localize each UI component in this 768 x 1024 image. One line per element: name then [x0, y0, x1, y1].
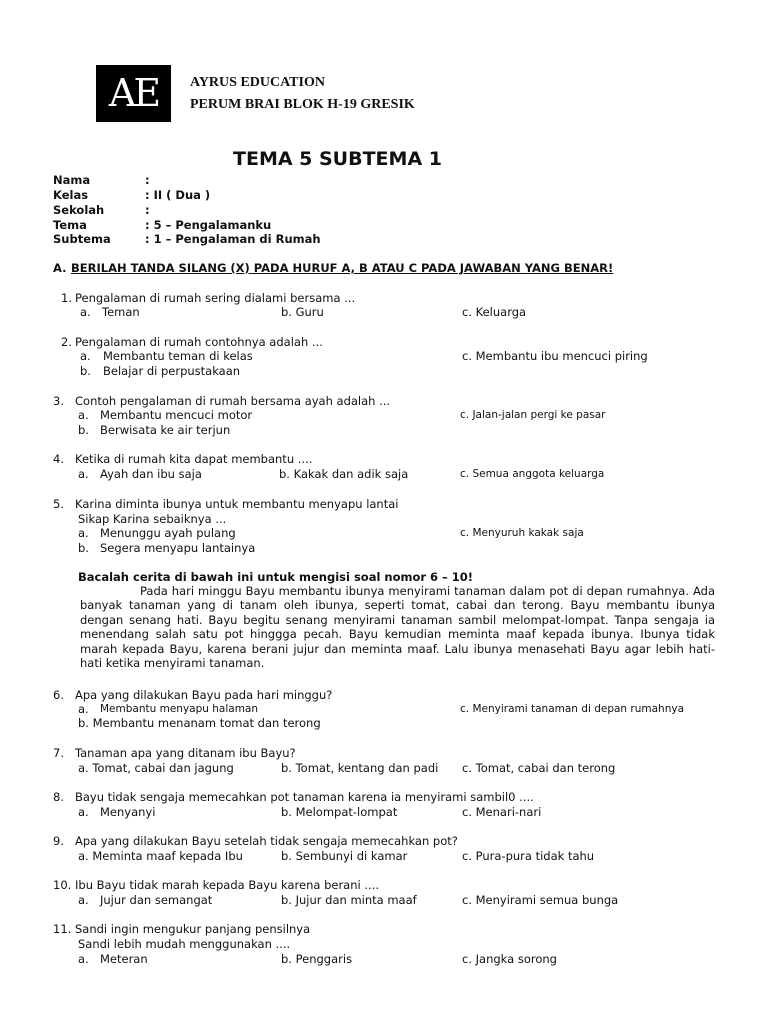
q3-option-b: Berwisata ke air terjun	[100, 423, 231, 437]
q3-option-a: Membantu mencuci motor	[100, 408, 253, 422]
q9-option-a: a. Meminta maaf kepada Ibu	[78, 849, 243, 863]
q4-number: 4.	[53, 452, 64, 466]
identity-value-kelas: : II ( Dua )	[145, 188, 211, 202]
q7-number: 7.	[53, 746, 64, 760]
q6-text: Apa yang dilakukan Bayu pada hari minggu?	[75, 688, 333, 702]
q11-number: 11.	[53, 922, 72, 936]
q5-option-b: Segera menyapu lantainya	[100, 541, 256, 555]
q9-option-c: c. Pura-pura tidak tahu	[462, 849, 595, 863]
q11-text: Sandi ingin mengukur panjang pensilnya	[75, 922, 311, 936]
q2-option-a-marker: a.	[80, 349, 91, 363]
q7-option-b: b. Tomat, kentang dan padi	[281, 761, 439, 775]
q5-text: Karina diminta ibunya untuk membantu menyapu lantai	[75, 497, 399, 511]
q11-text-2: Sandi lebih mudah menggunakan ....	[78, 937, 291, 951]
q2-option-a: Membantu teman di kelas	[103, 349, 253, 363]
q9-text: Apa yang dilakukan Bayu setelah tidak sengaja memecahkan pot?	[75, 834, 458, 848]
q1-text: Pengalaman di rumah sering dialami bersama ...	[75, 291, 356, 305]
q1-number: 1.	[61, 291, 72, 305]
identity-label-nama: Nama	[53, 173, 91, 187]
q11-option-a-marker: a.	[78, 952, 89, 966]
q10-number: 10.	[53, 878, 72, 892]
q9-number: 9.	[53, 834, 64, 848]
q5-text-2: Sikap Karina sebaiknya ...	[78, 512, 227, 526]
q5-number: 5.	[53, 497, 64, 511]
reading-instruction: Bacalah cerita di bawah ini untuk mengisi soal nomor 6 – 10!	[78, 570, 474, 584]
q6-option-b: b. Membantu menanam tomat dan terong	[78, 716, 321, 730]
identity-value-nama: :	[145, 173, 150, 187]
page-title: TEMA 5 SUBTEMA 1	[233, 148, 442, 170]
identity-label-kelas: Kelas	[53, 188, 89, 202]
q10-text: Ibu Bayu tidak marah kepada Bayu karena berani ....	[75, 878, 379, 892]
q2-option-b-marker: b.	[80, 364, 91, 378]
q6-number: 6.	[53, 688, 64, 702]
q6-option-a-marker: a.	[78, 702, 89, 716]
q7-text: Tanaman apa yang ditanam ibu Bayu?	[75, 746, 296, 760]
q2-option-c: c. Membantu ibu mencuci piring	[462, 349, 648, 363]
q3-option-a-marker: a.	[78, 408, 89, 422]
q4-option-c: c. Semua anggota keluarga	[460, 468, 605, 480]
q4-text: Ketika di rumah kita dapat membantu ....	[75, 452, 313, 466]
q10-option-a: Jujur dan semangat	[100, 893, 213, 907]
q3-option-c: c. Jalan-jalan pergi ke pasar	[460, 409, 606, 421]
q11-option-c: c. Jangka sorong	[462, 952, 557, 966]
q8-option-a-marker: a.	[78, 805, 89, 819]
identity-value-subtema: : 1 – Pengalaman di Rumah	[145, 232, 321, 246]
q2-number: 2.	[61, 335, 72, 349]
q8-text: Bayu tidak sengaja memecahkan pot tanaman karena ia menyirami sambil0 ....	[75, 790, 534, 804]
q8-number: 8.	[53, 790, 64, 804]
q1-option-a: Teman	[102, 305, 140, 319]
section-marker: A.	[53, 261, 67, 275]
q4-option-a-marker: a.	[78, 467, 89, 481]
q2-text: Pengalaman di rumah contohnya adalah ...	[75, 335, 323, 349]
q6-option-c: c. Menyirami tanaman di depan rumahnya	[460, 703, 685, 715]
q3-number: 3.	[53, 394, 64, 408]
q7-option-a: a. Tomat, cabai dan jagung	[78, 761, 234, 775]
q8-option-b: b. Melompat-lompat	[281, 805, 398, 819]
q4-option-a: Ayah dan ibu saja	[100, 467, 202, 481]
q5-option-a-marker: a.	[78, 526, 89, 540]
q3-option-b-marker: b.	[78, 423, 89, 437]
q10-option-c: c. Menyirami semua bunga	[462, 893, 619, 907]
q5-option-c: c. Menyuruh kakak saja	[460, 527, 584, 539]
q11-option-a: Meteran	[100, 952, 148, 966]
q4-option-b: b. Kakak dan adik saja	[279, 467, 409, 481]
q5-option-b-marker: b.	[78, 541, 89, 555]
q8-option-a: Menyanyi	[100, 805, 156, 819]
identity-label-tema: Tema	[53, 218, 87, 232]
q11-option-b: b. Penggaris	[281, 952, 353, 966]
reading-story: Pada hari minggu Bayu membantu ibunya menyirami tanaman dalam pot di depan rumahnya. Ada banyak tanaman yang di tanam oleh ibunya, seperti tomat, cabai dan terong. Bayu membantu ibunya dengan senang hati. Bayu begitu senang menyirami tanaman sambil melompat-lompat. Tanpa sengaja ia menendang salah satu pot hinggga pecah. Bayu kemudian meminta maaf kepada ibunya. Ibunya tidak marah kepada Bayu, karena berani jujur dan meminta maaf. Lalu ibunya menasehati Bayu agar lebih hati-hati ketika menyirami tanaman.	[80, 584, 715, 671]
q5-option-a: Menunggu ayah pulang	[100, 526, 236, 540]
q7-option-c: c. Tomat, cabai dan terong	[462, 761, 616, 775]
q6-option-a: Membantu menyapu halaman	[100, 703, 259, 715]
q1-option-a-marker: a.	[80, 305, 91, 319]
q2-option-b: Belajar di perpustakaan	[103, 364, 241, 378]
school-name: AYRUS EDUCATION	[190, 75, 325, 90]
identity-value-tema: : 5 – Pengalamanku	[145, 218, 272, 232]
q10-option-a-marker: a.	[78, 893, 89, 907]
q1-option-c: c. Keluarga	[462, 305, 527, 319]
q8-option-c: c. Menari-nari	[462, 805, 542, 819]
identity-label-sekolah: Sekolah	[53, 203, 105, 217]
q10-option-b: b. Jujur dan minta maaf	[281, 893, 417, 907]
identity-label-subtema: Subtema	[53, 232, 111, 246]
logo: AE	[96, 65, 171, 122]
q1-option-b: b. Guru	[281, 305, 324, 319]
section-instruction: BERILAH TANDA SILANG (X) PADA HURUF A, B ATAU C PADA JAWABAN YANG BENAR!	[71, 261, 614, 275]
q9-option-b: b. Sembunyi di kamar	[281, 849, 408, 863]
identity-value-sekolah: :	[145, 203, 150, 217]
q3-text: Contoh pengalaman di rumah bersama ayah adalah ...	[75, 394, 391, 408]
school-address: PERUM BRAI BLOK H-19 GRESIK	[190, 97, 415, 112]
